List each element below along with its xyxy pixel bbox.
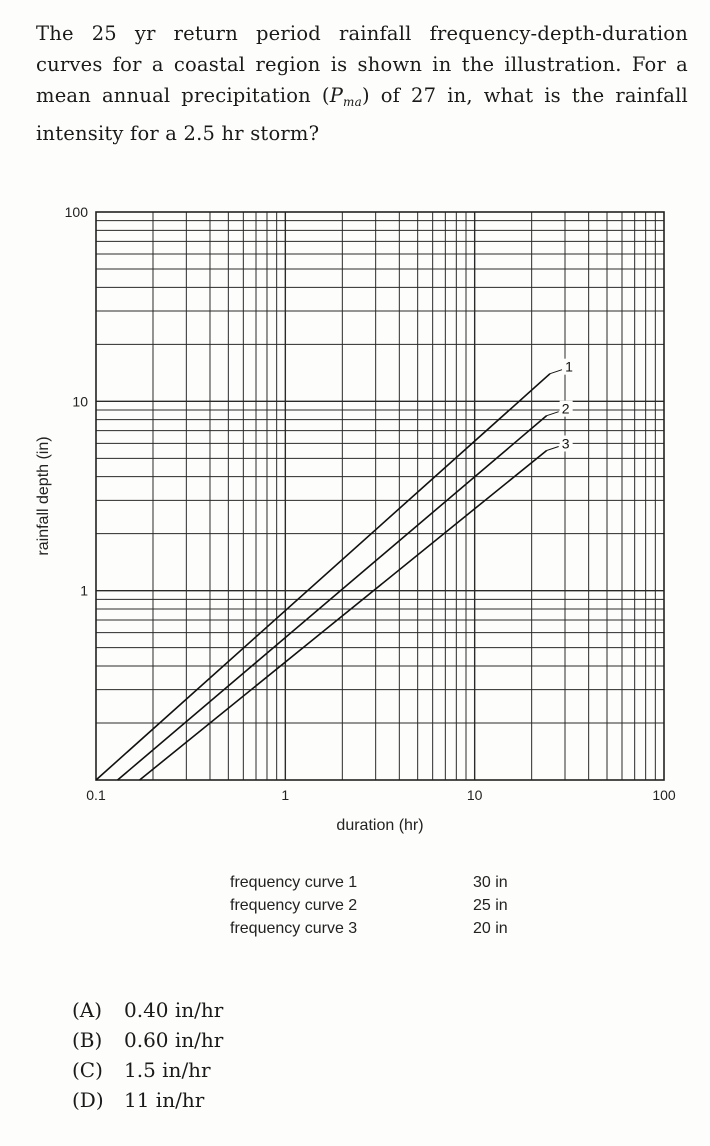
frequency-curve-1: [96, 374, 550, 780]
curve-label-leader-3: [547, 446, 559, 450]
legend-value-1: 30 in: [473, 874, 508, 891]
chart-grid: [96, 212, 664, 780]
plot-frame: [96, 212, 664, 780]
answer-text: 11 in/hr: [124, 1088, 205, 1112]
answer-letter: (C): [72, 1058, 103, 1082]
legend-row-2: [230, 894, 508, 917]
answer-letter: (A): [72, 998, 103, 1022]
chart-series: [96, 359, 576, 780]
curve-label-1: 1: [565, 358, 573, 375]
frequency-legend: [230, 871, 508, 940]
y-axis-label: rainfall depth (in): [35, 436, 52, 556]
answer-letter: (D): [72, 1088, 104, 1112]
answer-option-a[interactable]: [72, 995, 223, 1025]
curve-label-leader-2: [547, 412, 559, 416]
answer-text: 0.40 in/hr: [124, 998, 224, 1022]
y-tick-label: 1: [80, 582, 88, 599]
legend-value-3: 20 in: [473, 920, 508, 937]
legend-row-3: [230, 917, 508, 940]
question-part-1: The 25 yr return period rainfall frequency-depth-duration curves for a coastal region is shown in the illustration. For a mean annual precipitation (: [36, 22, 688, 107]
legend-label-2: frequency curve 2: [230, 897, 358, 914]
y-tick-label: 10: [72, 393, 88, 410]
answer-text: 1.5 in/hr: [124, 1058, 211, 1082]
curve-label-2: 2: [561, 400, 570, 417]
answer-options: [72, 995, 223, 1115]
chart-ticks: [65, 204, 676, 803]
answer-option-d[interactable]: [72, 1085, 223, 1115]
question-part-2: ) of 27 in, what is the rainfall intensity for a 2.5 hr storm?: [36, 84, 688, 145]
answer-option-c[interactable]: [72, 1055, 223, 1085]
x-tick-label: 1: [281, 787, 290, 803]
frequency-curve-2: [118, 416, 547, 780]
curve-label-leader-1: [550, 370, 562, 374]
curve-label-3: 3: [561, 435, 570, 452]
answer-letter: (B): [72, 1028, 103, 1052]
legend-label-1: frequency curve 1: [230, 874, 358, 891]
x-axis-label: duration (hr): [336, 817, 424, 834]
answer-text: 0.60 in/hr: [124, 1028, 224, 1052]
y-tick-label: 100: [64, 204, 88, 220]
question-text: [36, 18, 688, 149]
x-tick-label: 100: [652, 787, 676, 803]
legend-row-1: [230, 871, 508, 894]
legend-value-2: 25 in: [473, 897, 508, 914]
legend-label-3: frequency curve 3: [230, 920, 358, 937]
answer-option-b[interactable]: [72, 1025, 223, 1055]
x-tick-label: 0.1: [86, 787, 106, 803]
variable-p: P: [329, 84, 344, 107]
x-tick-label: 10: [466, 787, 483, 803]
rainfall-chart: [0, 190, 710, 850]
variable-subscript: ma: [343, 95, 362, 109]
